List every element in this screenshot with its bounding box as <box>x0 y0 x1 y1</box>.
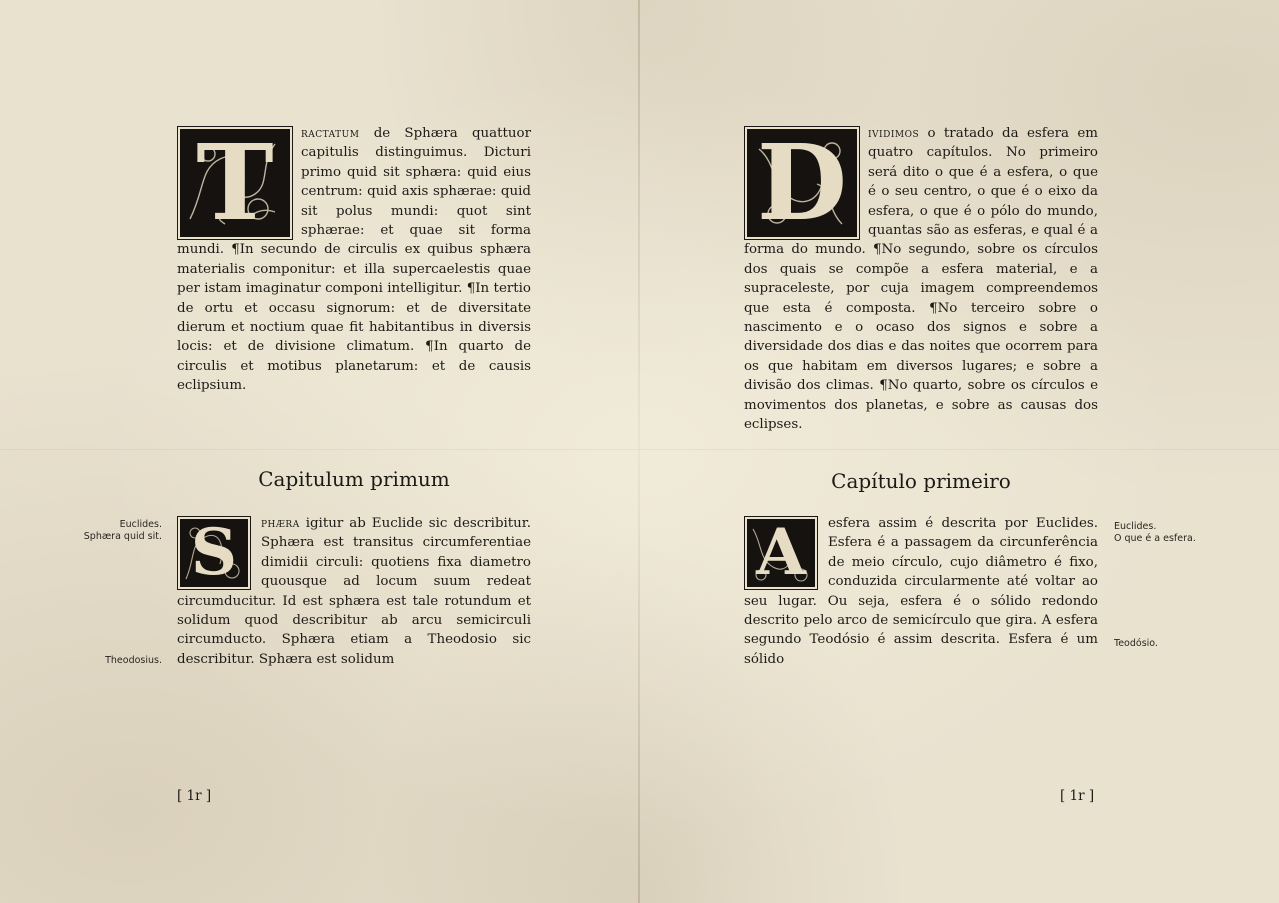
lead-word: ividimos <box>868 126 920 141</box>
initial-letter: D <box>756 129 848 237</box>
margin-note-teodosio: Teodósio. <box>1114 638 1158 649</box>
intro-text: o tratado da esfera em quatro capítulos. No primeiro será dito o que é a esfera, o que é o seu centro, o que é o eixo da esfera, o que é o pólo do mundo, quantas são as esferas, e qual é a forma do mundo. ¶No segundo, sobre os círculos dos quais se compõe a esfera material, e a supraceleste, por cuja imagem compreendemos que esta é composta. ¶No terceiro sobre o nascimento e o ocaso dos signos e sobre a diversidade dos dias e das noites que ocorrem para os que habitam em diversos lugares; e sobre a divisão dos climas. ¶No quarto, sobre os círculos e movimentos dos planetas, e sobre as causas dos eclipses. <box>744 126 1098 433</box>
center-fold <box>638 0 640 903</box>
initial-letter: T <box>196 129 274 237</box>
right-page <box>744 124 1098 435</box>
lead-word: ractatum <box>301 126 360 141</box>
initial-letter: S <box>190 519 238 587</box>
illuminated-initial-t <box>177 126 293 240</box>
left-chapter <box>177 514 531 669</box>
lead-word: phæra <box>261 516 300 531</box>
chapter-heading-portuguese: Capítulo primeiro <box>831 469 1011 493</box>
margin-note-text: O que é a esfera. <box>1114 533 1196 544</box>
initial-letter: A <box>756 519 806 587</box>
margin-note-euclides-pt <box>1114 521 1234 545</box>
left-intro-paragraph <box>177 124 531 396</box>
right-intro-paragraph <box>744 124 1098 435</box>
chapter-text: esfera assim é descrita por Euclides. Esfera é a passagem da circunferência de meio círculo, cujo diâmetro é fixo, conduzida circularmente até voltar ao seu lugar. Ou seja, esfera é o sólido redondo descrito pelo arco de semicírculo que gira. A esfera segundo Teodósio é assim descrita. Esfera é um sólido <box>744 516 1098 667</box>
illuminated-initial-d <box>744 126 860 240</box>
chapter-text: igitur ab Euclide sic describitur. Sphæra est transitus circumferentiae dimidii circuli: quotiens fixa diametro quousque ad locum suum redeat circumducitur. Id est sphæra est tale rotundum et solidum quod describitur ab arcu semicirculi circumducto. Sphæra etiam a Theodosio sic describitur. Sphæra est solidum <box>177 516 531 667</box>
illuminated-initial-s <box>177 516 251 590</box>
right-chapter-paragraph <box>744 514 1098 669</box>
margin-note-theodosius: Theodosius. <box>105 655 162 666</box>
margin-note-euclides <box>60 519 162 543</box>
chapter-heading-latin: Capitulum primum <box>258 467 450 491</box>
right-chapter <box>744 514 1098 669</box>
intro-text: de Sphæra quattuor capitulis distinguimus. Dicturi primo quid sit sphæra: quid eius centrum: quid axis sphærae: quid sit polus mundi: quot sint sphærae: et quae sit forma mundi. ¶In secundo de circulis ex quibus sphæra materialis componitur: et illa supercaelestis quae per istam imaginatur componi intelligitur. ¶In tertio de ortu et occasu signorum: et de diversitate dierum et noctium quae fit habitantibus in diversis locis: et de divisione climatum. ¶In quarto de circulis et motibus planetarum: et de causis eclipsium. <box>177 126 531 394</box>
left-page <box>177 124 531 396</box>
margin-note-text: Euclides. <box>1114 521 1157 532</box>
illuminated-initial-a <box>744 516 818 590</box>
left-chapter-paragraph <box>177 514 531 669</box>
margin-note-text: Euclides. <box>119 519 162 530</box>
folio-right: [ 1r ] <box>1060 788 1095 804</box>
margin-note-text: Sphæra quid sit. <box>83 531 162 542</box>
horizontal-crease <box>0 449 1279 450</box>
folio-left: [ 1r ] <box>177 788 212 804</box>
